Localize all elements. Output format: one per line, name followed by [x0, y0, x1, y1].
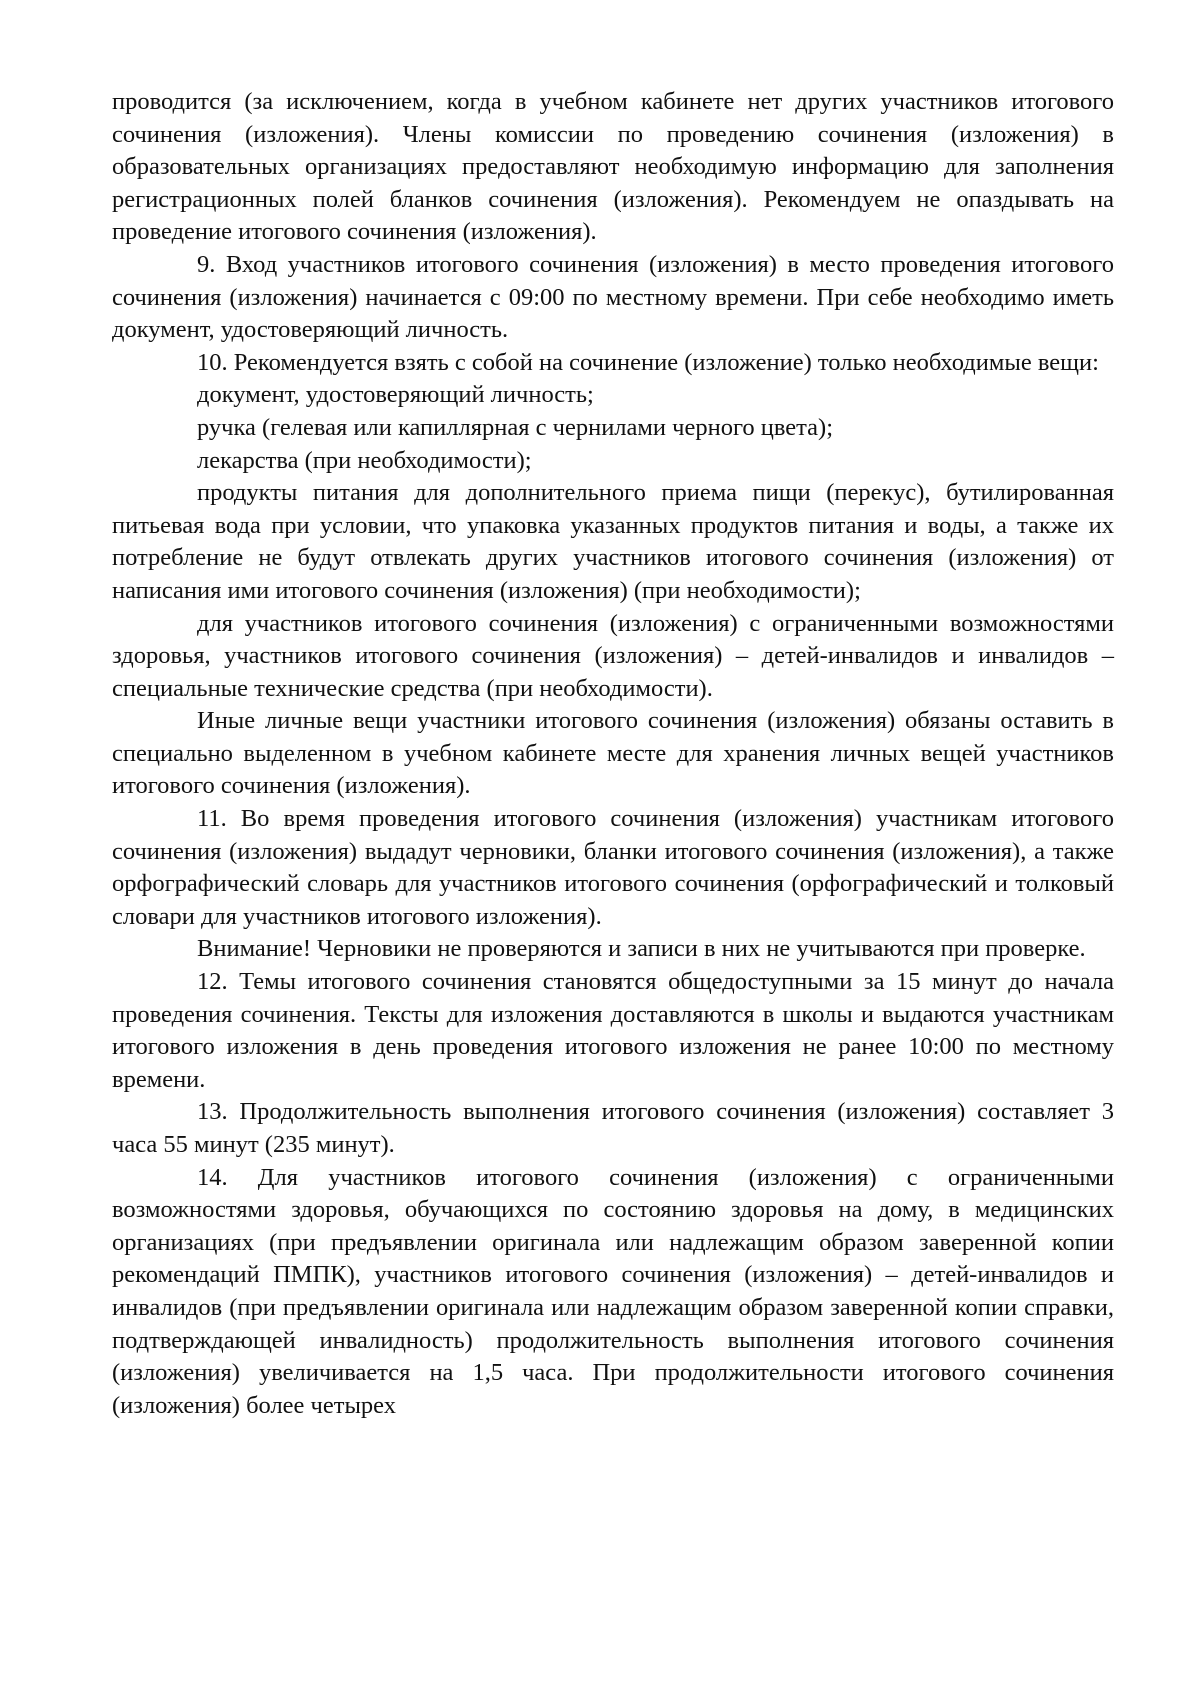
paragraph-item-14: 14. Для участников итогового сочинения (изложения) с ограниченными возможностями здоровья, обучающихся по состоянию здоровья на дому, в медицинских организациях (при предъявлении оригинала или надлежащим образом заверенной копии рекомендаций ПМПК), участников итогового сочинения (изложения) – детей-инвалидов и инвалидов (при предъявлении оригинала или надлежащим образом заверенной копии справки, подтверждающей инвалидность) продолжительность выполнения итогового сочинения (изложения) увеличивается на 1,5 часа. При продолжительности итогового сочинения (изложения) более четырех — [112, 1163, 1114, 1419]
paragraph-continuation: проводится (за исключением, когда в учебном кабинете нет других участников итогового сочинения (изложения). Члены комиссии по проведению сочинения (изложения) в образовательных организациях предоставляют необходимую информацию для заполнения регистрационных полей бланков сочинения (изложения). Рекомендуем не опаздывать на проведение итогового сочинения (изложения). — [112, 88, 1114, 246]
paragraph-item-10: 10. Рекомендуется взять с собой на сочинение (изложение) только необходимые вещи: — [197, 348, 1099, 376]
paragraph-item-9: 9. Вход участников итогового сочинения (изложения) в место проведения итогового сочинения (изложения) начинается с 09:00 по местному времени. При себе необходимо иметь документ, удостоверяющий личность. — [112, 250, 1114, 344]
paragraph-attention: Внимание! Черновики не проверяются и записи в них не учитываются при проверке. — [197, 935, 1086, 963]
paragraph-item-13: 13. Продолжительность выполнения итогового сочинения (изложения) составляет 3 часа 55 минут (235 минут). — [112, 1098, 1114, 1158]
paragraph-item-11: 11. Во время проведения итогового сочинения (изложения) участникам итогового сочинения (изложения) выдадут черновики, бланки итогового сочинения (изложения), а также орфографический словарь для участников итогового сочинения (орфографический и толковый словари для участников итогового изложения). — [112, 805, 1114, 930]
list-item-pen: ручка (гелевая или капиллярная с чернилами черного цвета); — [197, 413, 834, 441]
list-item-technical-means: для участников итогового сочинения (изложения) с ограниченными возможностями здоровья, участников итогового сочинения (изложения) – детей-инвалидов и инвалидов – специальные технические средства (при необходимости). — [112, 609, 1114, 702]
list-item-document: документ, удостоверяющий личность; — [197, 381, 594, 409]
paragraph-item-12: 12. Темы итогового сочинения становятся общедоступными за 15 минут до начала проведения сочинения. Тексты для изложения доставляются в школы и выдаются участникам итогового изложения в день проведения итогового изложения не ранее 10:00 по местному времени. — [112, 968, 1114, 1093]
list-item-food: продукты питания для дополнительного приема пищи (перекус), бутилированная питьевая вода при условии, что упаковка указанных продуктов питания и воды, а также их потребление не будут отвлекать других участников итогового сочинения (изложения) от написания ими итогового сочинения (изложения) (при необходимости); — [112, 479, 1114, 604]
paragraph-other-belongings: Иные личные вещи участники итогового сочинения (изложения) обязаны оставить в специально выделенном в учебном кабинете месте для хранения личных вещей участников итогового сочинения (изложения). — [112, 707, 1114, 800]
list-item-medicine: лекарства (при необходимости); — [197, 446, 532, 474]
